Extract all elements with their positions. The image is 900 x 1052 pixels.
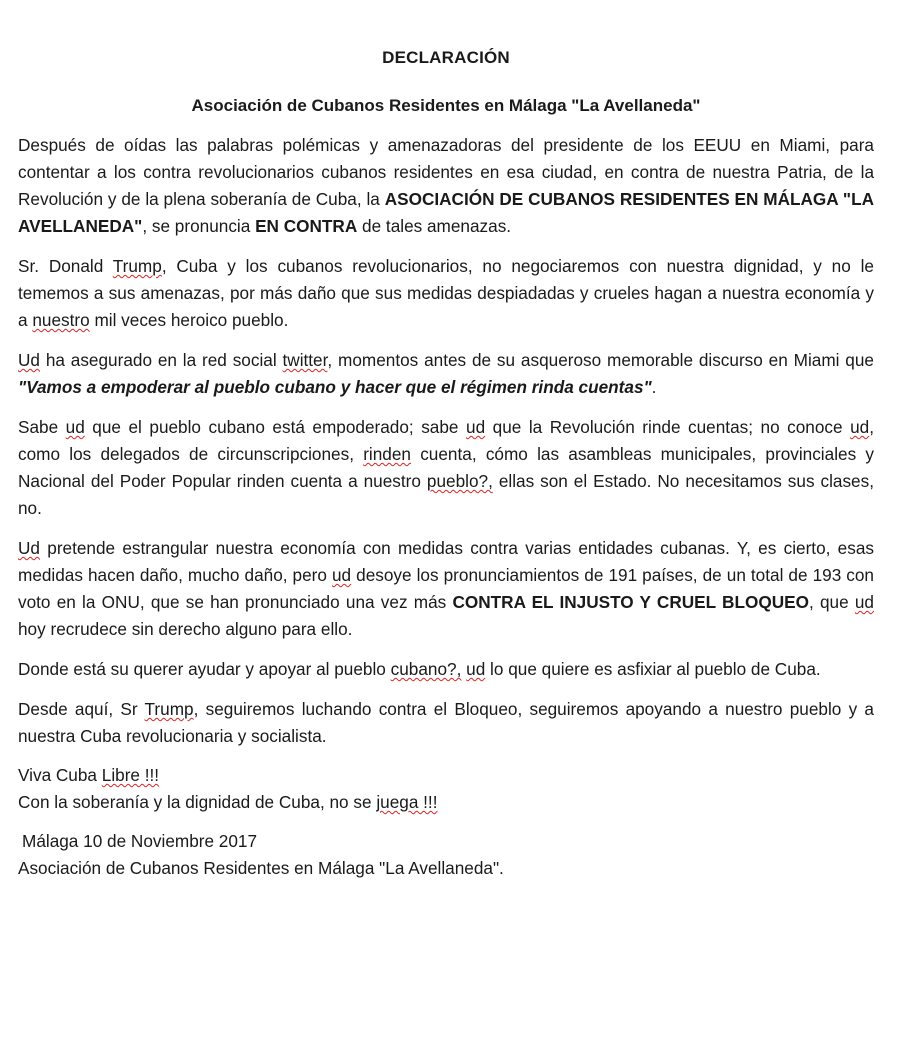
spellcheck-word: ud xyxy=(332,565,352,585)
text-run: Sabe xyxy=(18,417,66,437)
text-run: . xyxy=(651,377,657,397)
paragraph-1 xyxy=(18,132,874,240)
text-run: Sr. Donald xyxy=(18,256,113,276)
text-run: Donde está su querer ayudar y apoyar al pueblo xyxy=(18,659,391,679)
document-title: DECLARACIÓN xyxy=(382,48,510,67)
document-subtitle: Asociación de Cubanos Residentes en Málaga "La Avellaneda" xyxy=(191,96,701,115)
text-run: desoye los pronunciamientos de 191 países, de un total de 193 con voto en la ONU, que se han pronunciado una vez más xyxy=(18,565,874,612)
signature-org: Asociación de Cubanos Residentes en Málaga "La Avellaneda". xyxy=(18,858,504,878)
text-run: lo que quiere es asfixiar al pueblo de Cuba. xyxy=(485,659,821,679)
text-run: pretende estrangular nuestra economía con medidas contra varias entidades cubanas. Y, es cierto, esas medidas hacen daño, mucho daño, pero xyxy=(18,538,874,585)
text-run: , Cuba y los cubanos revolucionarios, no negociaremos con nuestra dignidad, y no le tememos a sus amenazas, por más daño que sus medidas despiadadas y crueles hagan a nuestra economía y a xyxy=(18,256,874,330)
text-run: ha asegurado en la red social xyxy=(39,350,283,370)
spellcheck-word: ud xyxy=(466,659,486,679)
closing-line-2 xyxy=(18,789,874,816)
signature-block xyxy=(18,828,874,882)
spellcheck-word: Ud xyxy=(18,350,40,370)
spellcheck-word: cubano?, xyxy=(390,659,462,679)
bold-en-contra: EN CONTRA xyxy=(255,216,358,236)
spellcheck-word: ud xyxy=(466,417,486,437)
text-run: , momentos antes de su asqueroso memorable discurso en Miami que xyxy=(327,350,874,370)
spellcheck-word: Ud xyxy=(18,538,40,558)
text-run: Con la soberanía y la dignidad de Cuba, no se xyxy=(18,792,377,812)
text-run: mil veces heroico pueblo. xyxy=(89,310,289,330)
text-run: , como los delegados de circunscripciones, xyxy=(18,417,874,464)
spellcheck-word: Trump xyxy=(144,699,194,719)
text-run: de tales amenazas. xyxy=(357,216,512,236)
text-run: cuenta, cómo las asambleas municipales, provinciales y Nacional del Poder Popular rinden cuenta a nuestro xyxy=(18,444,874,491)
text-run: Desde aquí, Sr xyxy=(18,699,145,719)
spellcheck-word: rinden xyxy=(363,444,411,464)
bold-org-name: ASOCIACIÓN DE CUBANOS RESIDENTES EN MÁLAGA "LA AVELLANEDA" xyxy=(18,189,874,236)
text-run: Después de oídas las palabras polémicas y amenazadoras del presidente de los EEUU en Miami, para contentar a los contra revolucionarios cubanos residentes en esa ciudad, en contra de nuestra Patria, de la Revolución y de la plena soberanía de Cuba, la xyxy=(18,135,874,209)
text-run: Viva Cuba xyxy=(18,765,102,785)
spellcheck-word: juega !!! xyxy=(376,792,438,812)
paragraph-4 xyxy=(18,414,874,522)
spellcheck-word: pueblo?, xyxy=(426,471,493,491)
spellcheck-word: Trump xyxy=(112,256,162,276)
text-run: , se pronuncia xyxy=(142,216,256,236)
text-run: , que xyxy=(808,592,855,612)
paragraph-3 xyxy=(18,347,874,401)
spellcheck-word: Libre !!! xyxy=(101,765,160,785)
closing-line-1 xyxy=(18,762,874,789)
signature-date: Málaga 10 de Noviembre 2017 xyxy=(22,831,258,851)
paragraph-7 xyxy=(18,696,874,750)
text-run: que el pueblo cubano está empoderado; sabe xyxy=(84,417,467,437)
spellcheck-word: ud xyxy=(854,592,874,612)
paragraph-5 xyxy=(18,535,874,643)
quote-bold-italic: "Vamos a empoderar al pueblo cubano y hacer que el régimen rinda cuentas" xyxy=(18,377,652,397)
bold-bloqueo: CONTRA EL INJUSTO Y CRUEL BLOQUEO xyxy=(452,592,809,612)
text-run: ellas son el Estado. No necesitamos sus clases, no. xyxy=(18,471,874,518)
paragraph-2 xyxy=(18,253,874,334)
text-run: , seguiremos luchando contra el Bloqueo, seguiremos apoyando a nuestro pueblo y a nuestra Cuba revolucionaria y socialista. xyxy=(18,699,874,746)
spellcheck-word: ud xyxy=(65,417,85,437)
spellcheck-word: twitter xyxy=(282,350,328,370)
spellcheck-word: ud xyxy=(850,417,870,437)
paragraph-6 xyxy=(18,656,874,683)
spellcheck-word: nuestro xyxy=(32,310,90,330)
text-run: que la Revolución rinde cuentas; no conoce xyxy=(485,417,851,437)
text-run: hoy recrudece sin derecho alguno para ello. xyxy=(18,619,353,639)
closing-lines xyxy=(18,762,874,816)
